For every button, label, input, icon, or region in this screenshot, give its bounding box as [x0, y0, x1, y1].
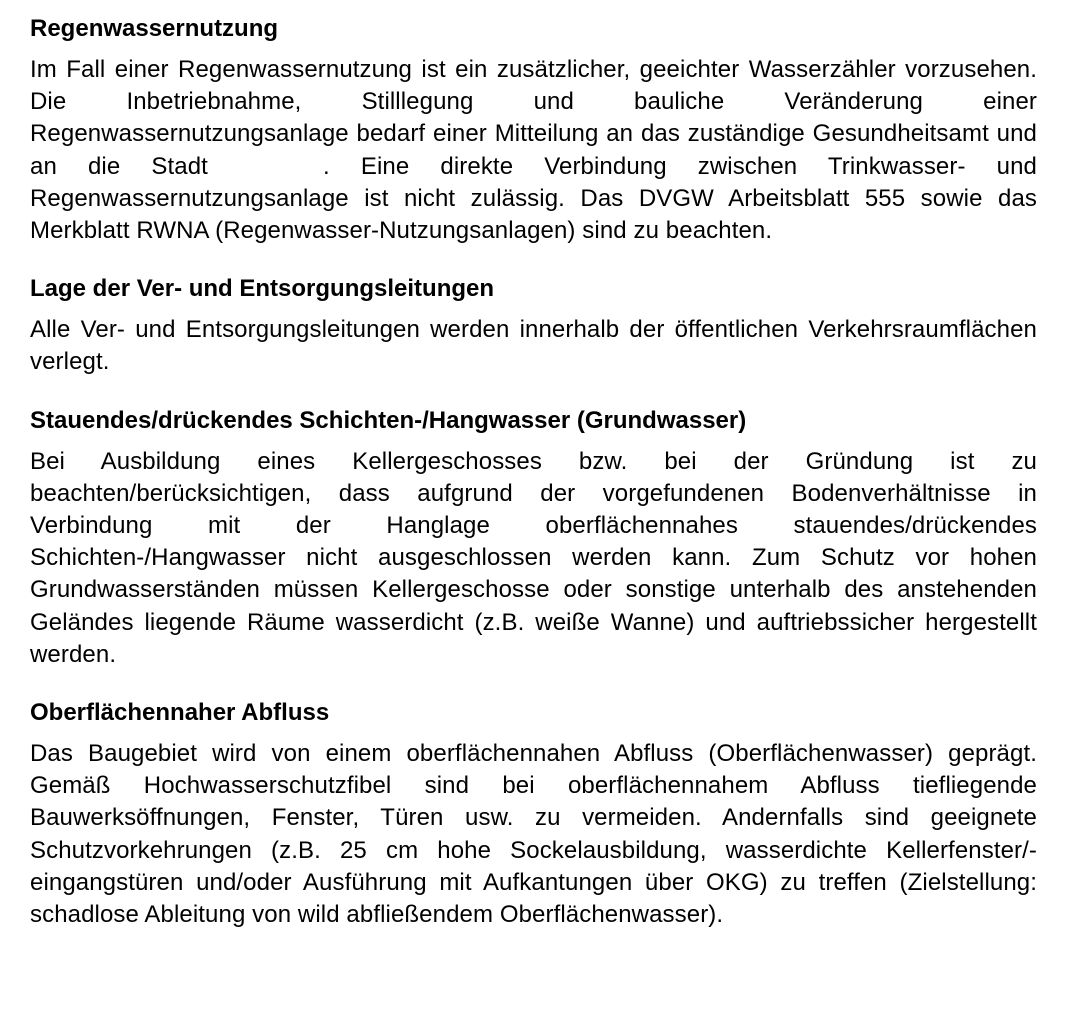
section-regenwassernutzung [30, 14, 1037, 247]
section-heading: Lage der Ver- und Entsorgungsleitungen [30, 275, 495, 303]
document-page [30, 14, 1037, 958]
section-paragraph: Bei Ausbildung eines Kellergeschosses bzw. bei der Gründung ist zu beachten/berücksichtigen, dass aufgrund der vorgefundenen Bodenverhältnisse in Verbindung mit der Hanglage oberflächennahes stauendes/drückendes Schichten-/Hangwasser nicht ausgeschlossen werden kann. Zum Schutz vor hohen Grundwasserständen müssen Kellergeschosse oder sonstige unterhalb des anstehenden Geländes liegende Räume wasserdicht (z.B. weiße Wanne) und auftriebssicher hergestellt werden. [30, 447, 1037, 668]
paragraph-text: . Eine direkte Verbindung zwischen Trinkwasser- und Regenwassernutzungsanlage ist nicht zulässig. Das DVGW Arbeitsblatt 555 sowie das Merkblatt RWNA (Regenwasser-Nutzungsanlagen) sind zu beachten. [30, 152, 1037, 245]
section-heading: Regenwassernutzung [30, 15, 279, 42]
redaction-mark [239, 154, 323, 178]
section-paragraph [30, 54, 1037, 247]
section-hangwasser [30, 406, 1037, 671]
section-heading: Stauendes/drückendes Schichten-/Hangwasser (Grundwasser) [30, 406, 747, 434]
section-abfluss [30, 698, 1037, 931]
section-paragraph: Alle Ver- und Entsorgungsleitungen werden innerhalb der öffentlichen Verkehrsraumflächen verlegt. [30, 316, 1037, 376]
section-paragraph: Das Baugebiet wird von einem oberflächennahen Abfluss (Oberflächenwasser) geprägt. Gemäß Hochwasserschutzfibel sind bei oberflächennahem Abfluss tiefliegende Bauwerksöffnungen, Fenster, Türen usw. zu vermeiden. Andernfalls sind geeignete Schutzvorkehrungen (z.B. 25 cm hohe Sockelausbildung, wasserdichte Kellerfenster/-eingangstüren und/oder Ausführung mit Aufkantungen über OKG) zu treffen (Zielstellung: schadlose Ableitung von wild abfließendem Oberflächenwasser). [30, 740, 1037, 929]
section-leitungen [30, 274, 1037, 378]
section-heading: Oberflächennaher Abfluss [30, 699, 330, 727]
paragraph-text: Im Fall einer Regenwassernutzung ist ein zusätzlicher, geeichter Wasserzähler vorzusehen. Die Inbetriebnahme, Stilllegung und bauliche Veränderung einer Regenwassernutzungsanlage bedarf einer Mitteilung an das zuständige Gesundheitsamt und an die Stadt [30, 56, 1037, 180]
